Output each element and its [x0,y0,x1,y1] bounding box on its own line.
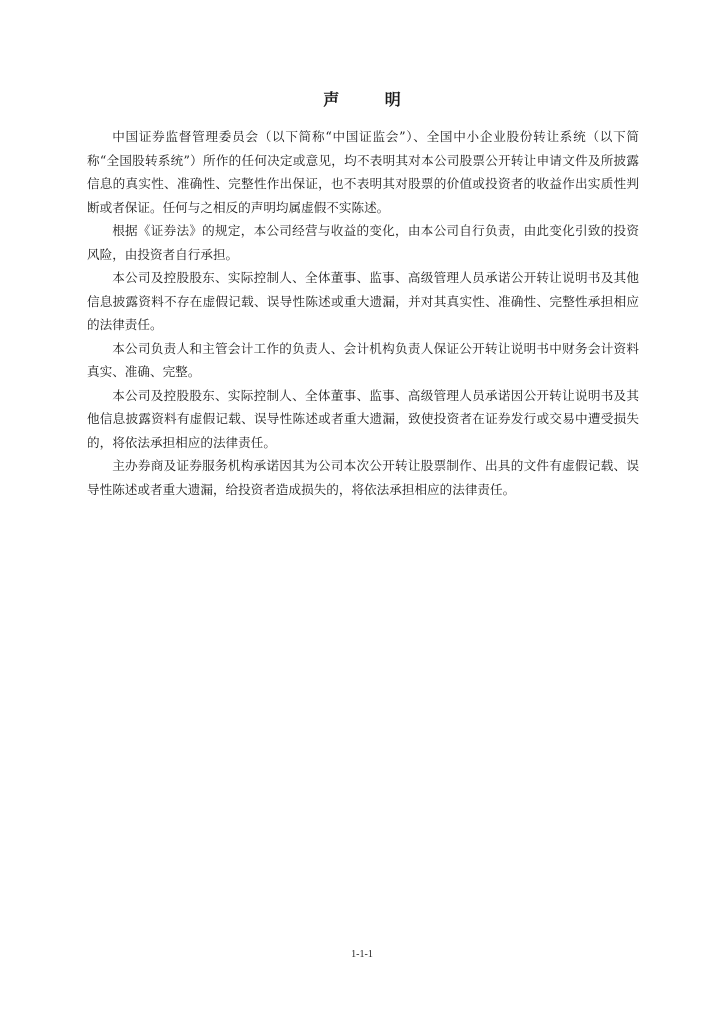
paragraph-regulator-disclaimer: 中国证券监督管理委员会（以下简称“中国证监会”）、全国中小企业股份转让系统（以下简称“全国股转系统”）所作的任何决定或意见，均不表明其对本公司股票公开转让申请文件及所披露信息的真实性、准确性、完整性作出保证，也不表明其对股票的价值或投资者的收益作出实质性判断或者保证。任何与之相反的声明均属虚假不实陈述。 [87,129,639,215]
page-number: 1-1-1 [351,949,373,960]
page-title: 声 明 [323,90,421,109]
paragraph-financial-accuracy: 本公司负责人和主管会计工作的负责人、会计机构负责人保证公开转让说明书中财务会计资料真实、准确、完整。 [87,340,639,379]
paragraph-liability-commitment: 本公司及控股股东、实际控制人、全体董事、监事、高级管理人员承诺因公开转让说明书及其他信息披露资料有虚假记载、误导性陈述或者重大遗漏，致使投资者在证券发行或交易中遭受损失的，将依法承担相应的法律责任。 [87,387,639,450]
paragraph-broker-commitment: 主办券商及证券服务机构承诺因其为公司本次公开转让股票制作、出具的文件有虚假记载、误导性陈述或者重大遗漏，给投资者造成损失的，将依法承担相应的法律责任。 [87,458,639,497]
paragraph-investment-risk: 根据《证券法》的规定，本公司经营与收益的变化，由本公司自行负责，由此变化引致的投资风险，由投资者自行承担。 [87,223,639,262]
declaration-body [87,125,639,501]
paragraph-company-commitment: 本公司及控股股东、实际控制人、全体董事、监事、高级管理人员承诺公开转让说明书及其他信息披露资料不存在虚假记载、误导性陈述或重大遗漏，并对其真实性、准确性、完整性承担相应的法律责任。 [87,270,639,332]
